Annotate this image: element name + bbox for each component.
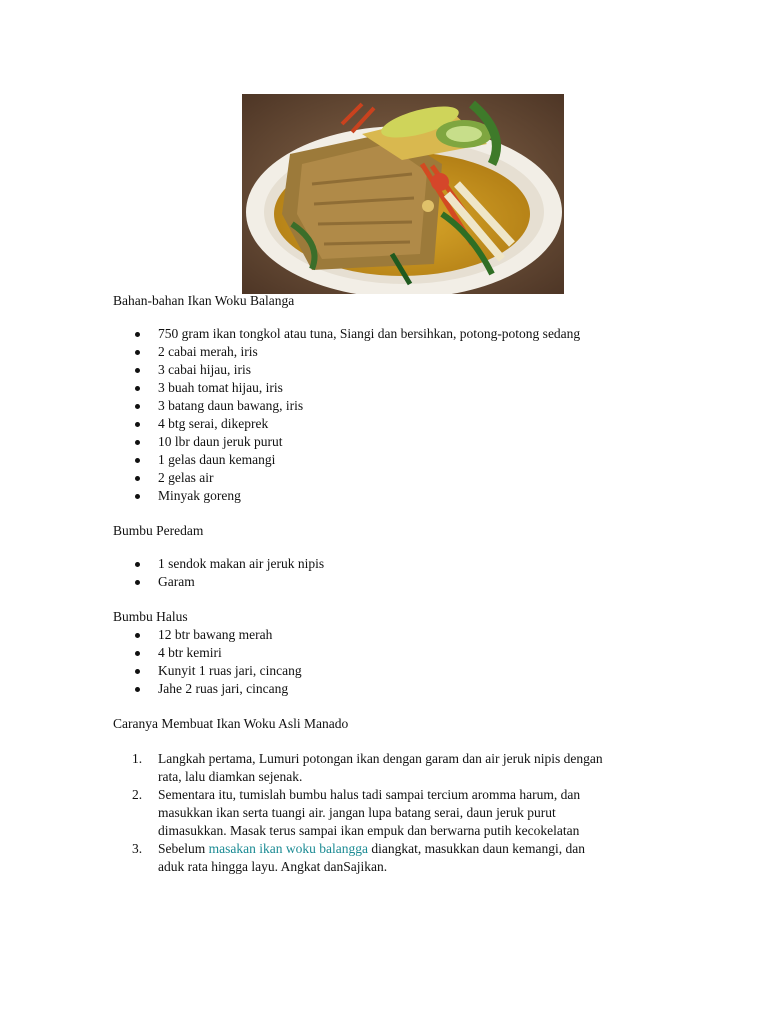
list-item: 2 gelas air: [158, 469, 673, 487]
list-item: 10 lbr daun jeruk purut: [158, 433, 673, 451]
ingredients-list: [113, 325, 673, 505]
step-text: rata, lalu diamkan sejenak.: [158, 769, 303, 784]
step-item: [132, 786, 673, 840]
list-item: 750 gram ikan tongkol atau tuna, Siangi dan bersihkan, potong-potong sedang: [158, 325, 673, 343]
step-item: [132, 840, 673, 876]
step-text: diangkat, masukkan daun kemangi, dan: [367, 841, 586, 856]
ingredients-heading: Bahan-bahan Ikan Woku Balanga: [113, 293, 295, 308]
list-item: 1 gelas daun kemangi: [158, 451, 673, 469]
recipe-link[interactable]: masakan ikan woku balangga: [208, 841, 368, 856]
list-item: Jahe 2 ruas jari, cincang: [158, 680, 673, 698]
food-photo: [242, 94, 564, 294]
step-text: Sebelum: [158, 841, 209, 856]
marinade-list: [113, 555, 673, 591]
list-item: 1 sendok makan air jeruk nipis: [158, 555, 673, 573]
spice-paste-list: [113, 626, 673, 698]
list-item: 2 cabai merah, iris: [158, 343, 673, 361]
method-heading: Caranya Membuat Ikan Woku Asli Manado: [113, 716, 349, 731]
list-item: Garam: [158, 573, 673, 591]
list-item: Minyak goreng: [158, 487, 673, 505]
list-item: Kunyit 1 ruas jari, cincang: [158, 662, 673, 680]
list-item: 3 buah tomat hijau, iris: [158, 379, 673, 397]
food-photo-icon: [242, 94, 564, 294]
step-text: Langkah pertama, Lumuri potongan ikan dengan garam dan air jeruk nipis dengan: [158, 751, 603, 766]
step-number: 1.: [132, 751, 143, 766]
step-number: 3.: [132, 841, 143, 856]
method-steps: [113, 750, 673, 876]
spice-paste-heading: Bumbu Halus: [113, 609, 188, 624]
list-item: 3 cabai hijau, iris: [158, 361, 673, 379]
step-text: Sementara itu, tumislah bumbu halus tadi sampai tercium aromma harum, dan: [158, 787, 581, 802]
step-number: 2.: [132, 787, 143, 802]
list-item: 4 btr kemiri: [158, 644, 673, 662]
step-text: dimasukkan. Masak terus sampai ikan empuk dan berwarna putih kecokelatan: [158, 823, 580, 838]
recipe-content: [113, 292, 673, 876]
step-text: masukkan ikan serta tuangi air. jangan lupa batang serai, daun jeruk purut: [158, 805, 556, 820]
list-item: 4 btg serai, dikeprek: [158, 415, 673, 433]
list-item: 12 btr bawang merah: [158, 626, 673, 644]
marinade-heading: Bumbu Peredam: [113, 523, 204, 538]
step-text: aduk rata hingga layu. Angkat danSajikan.: [158, 859, 388, 874]
list-item: 3 batang daun bawang, iris: [158, 397, 673, 415]
step-item: [132, 750, 673, 786]
